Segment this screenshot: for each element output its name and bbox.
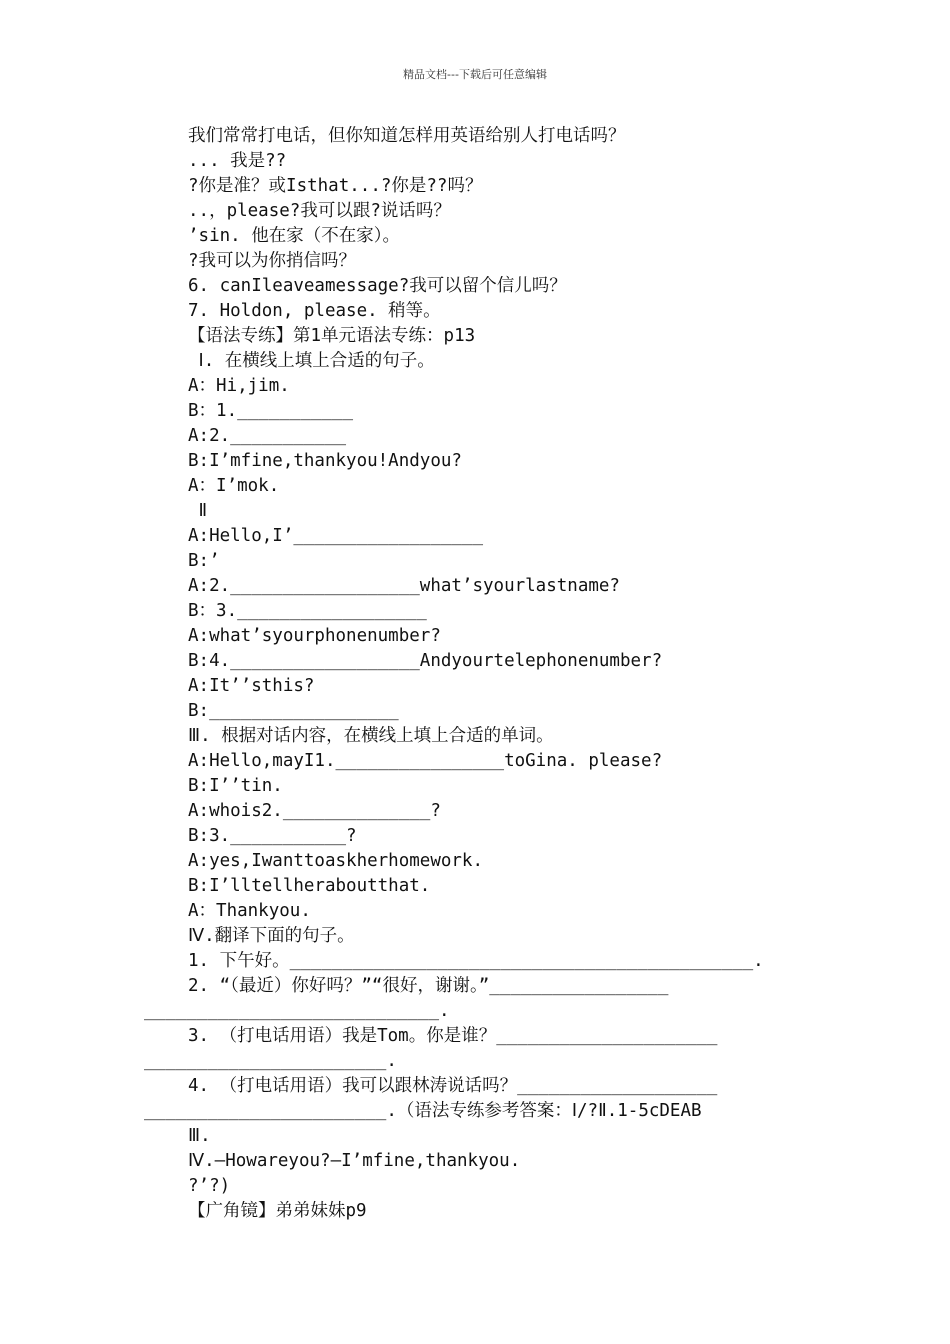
text-line: A:It’’sthis? bbox=[188, 676, 315, 696]
text-line: B:I’lltellheraboutthat. bbox=[188, 876, 431, 896]
text-line: A:whois2.______________? bbox=[188, 801, 441, 821]
text-line: Ⅳ.—Howareyou?—I’mfine,thankyou. bbox=[188, 1151, 521, 1171]
text-line: A:2.___________ bbox=[188, 426, 347, 446]
text-line: A:what’syourphonenumber? bbox=[188, 626, 441, 646]
text-line: B:’ bbox=[188, 551, 220, 571]
text-line: 3. （打电话用语）我是Tom。你是谁？_____________________ bbox=[188, 1026, 718, 1046]
text-line: Ⅰ. 在横线上填上合适的句子。 bbox=[188, 351, 435, 371]
page-header: 精品文档---下载后可任意编辑 bbox=[403, 68, 547, 81]
text-line: ..，please?我可以跟?说话吗？ bbox=[188, 201, 451, 221]
text-line: ?你是准？或Isthat...?你是??吗？ bbox=[188, 176, 483, 196]
text-line: B:3.___________? bbox=[188, 826, 357, 846]
text-line: _______________________.（语法专练参考答案：Ⅰ/?Ⅱ.1-5cDEAB bbox=[144, 1101, 702, 1121]
text-line: Ⅳ.翻译下面的句子。 bbox=[188, 926, 355, 946]
text-line: A：Thankyou. bbox=[188, 901, 311, 921]
text-line: Ⅲ. 根据对话内容，在横线上填上合适的单词。 bbox=[188, 726, 554, 746]
text-line: ____________________________. bbox=[144, 1001, 450, 1021]
text-line: B:I’’tin. bbox=[188, 776, 283, 796]
text-line: 【广角镜】弟弟妹妹p9 bbox=[188, 1201, 367, 1221]
text-line: 7. Holdon, please. 稍等。 bbox=[188, 301, 441, 321]
text-line: Ⅱ bbox=[188, 501, 208, 521]
text-line: B:4.__________________Andyourtelephonenumber? bbox=[188, 651, 663, 671]
text-line: _______________________. bbox=[144, 1051, 397, 1071]
text-line: B:__________________ bbox=[188, 701, 399, 721]
text-line: Ⅲ. bbox=[188, 1126, 211, 1146]
text-line: ?我可以为你捎信吗？ bbox=[188, 251, 357, 271]
text-line: 2. “（最近）你好吗？”“很好，谢谢。”_________________ bbox=[188, 976, 669, 996]
text-line: A：Hi,jim. bbox=[188, 376, 290, 396]
text-line: 1. 下午好。____________________________________________. bbox=[188, 951, 764, 971]
text-line: B:I’mfine,thankyou!Andyou? bbox=[188, 451, 462, 471]
text-line: A:yes,Iwanttoaskherhomework. bbox=[188, 851, 484, 871]
document-body bbox=[0, 124, 950, 1224]
text-line: B：1.___________ bbox=[188, 401, 354, 421]
text-line: 我们常常打电话，但你知道怎样用英语给别人打电话吗？ bbox=[188, 126, 626, 146]
text-line: A：I’mok. bbox=[188, 476, 280, 496]
text-line: A:Hello,mayI1.________________toGina. please? bbox=[188, 751, 663, 771]
text-line: 4. （打电话用语）我可以跟林涛说话吗？___________________ bbox=[188, 1076, 718, 1096]
text-line: A:Hello,I’__________________ bbox=[188, 526, 484, 546]
text-line: ’sin. 他在家（不在家）。 bbox=[188, 226, 400, 246]
text-line: A:2.__________________what’syourlastname? bbox=[188, 576, 620, 596]
text-line: 【语法专练】第1单元语法专练：p13 bbox=[188, 326, 476, 346]
text-line: ... 我是?? bbox=[188, 151, 287, 171]
text-line: 6. canIleaveamessage?我可以留个信儿吗？ bbox=[188, 276, 567, 296]
text-line: ?’?) bbox=[188, 1176, 231, 1196]
text-line: B：3.__________________ bbox=[188, 601, 427, 621]
